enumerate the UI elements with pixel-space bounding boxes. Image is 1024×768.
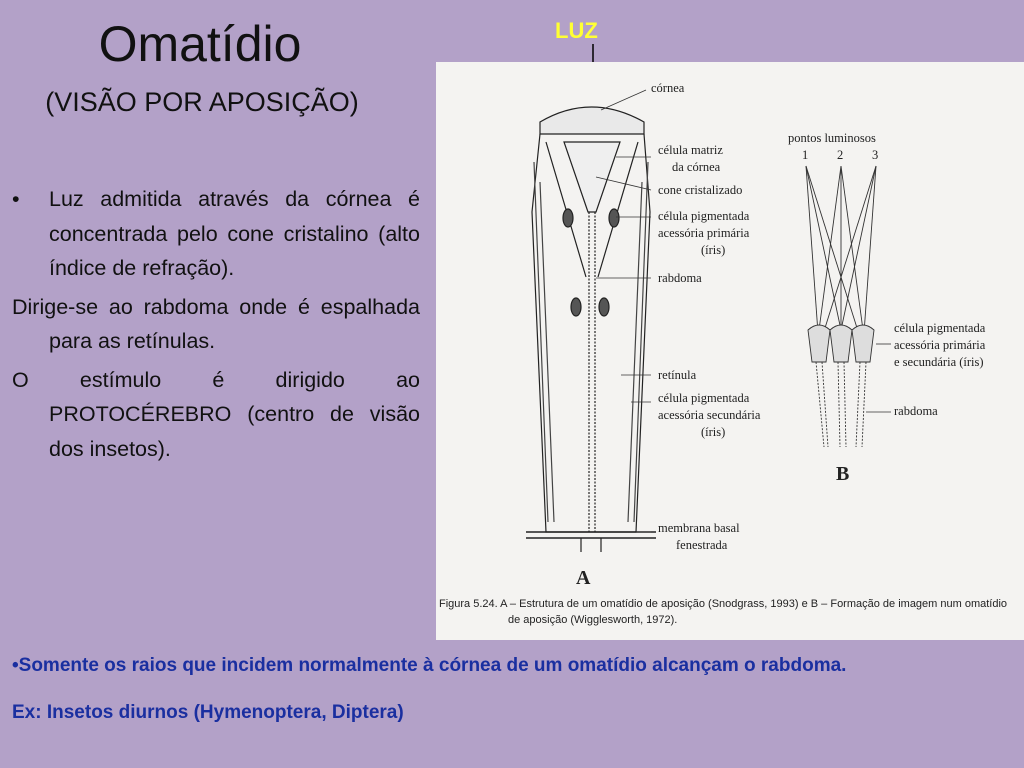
label-point-3: 3 xyxy=(872,148,879,162)
bullet-list xyxy=(12,182,420,470)
label-rhabdom: rabdoma xyxy=(658,271,702,285)
nucleus xyxy=(563,209,573,227)
ommatidium-lens xyxy=(808,325,830,362)
label-point-1: 1 xyxy=(802,148,809,162)
label-basal-membrane-2: fenestrada xyxy=(676,538,728,552)
basal-membrane xyxy=(526,532,656,538)
diagram-b xyxy=(806,166,876,447)
label-pigment-b-2: acessória primária xyxy=(894,338,986,352)
label-secondary-pigment-3: (íris) xyxy=(701,425,726,439)
label-primary-pigment-3: (íris) xyxy=(701,243,726,257)
cornea-lens xyxy=(540,107,644,134)
ommatidium-lens xyxy=(852,325,874,362)
example-note: Ex: Insetos diurnos (Hymenoptera, Diptera) xyxy=(12,702,404,723)
label-rhabdom-b: rabdoma xyxy=(894,404,938,418)
bottom-note: •Somente os raios que incidem normalmente à córnea de um omatídio alcançam o rabdoma. xyxy=(12,655,847,676)
light-label: LUZ xyxy=(555,18,598,43)
label-primary-pigment-2: acessória primária xyxy=(658,226,750,240)
labels-b xyxy=(788,131,986,485)
letter-a: A xyxy=(576,567,591,589)
label-crystal-cone: cone cristalizado xyxy=(658,183,743,197)
bullet-item xyxy=(12,182,420,286)
label-cornea: córnea xyxy=(651,81,685,95)
nucleus xyxy=(609,209,619,227)
bullet-item: O estímulo é dirigido ao PROTOCÉREBRO (centro de visão dos insetos). xyxy=(12,367,420,461)
ommatidium-diagram xyxy=(436,62,1024,640)
slide-title: Omatídio xyxy=(98,16,302,72)
nucleus xyxy=(571,298,581,316)
diagram-a xyxy=(526,107,656,552)
bullet-item: Dirige-se ao rabdoma onde é espalhada para as retínulas. xyxy=(12,294,420,353)
label-pigment-b-3: e secundária (íris) xyxy=(894,355,984,369)
label-retinula: retínula xyxy=(658,368,697,382)
rhabdom xyxy=(589,212,595,532)
letter-b: B xyxy=(836,463,850,485)
crystalline-cone xyxy=(564,142,620,212)
label-point-2: 2 xyxy=(837,148,844,162)
label-secondary-pigment: célula pigmentada xyxy=(658,391,750,405)
nucleus xyxy=(599,298,609,316)
bullet-marker: • xyxy=(12,187,20,211)
ommatidium-lens xyxy=(830,325,852,362)
label-primary-pigment: célula pigmentada xyxy=(658,209,750,223)
label-light-points: pontos luminosos xyxy=(788,131,876,145)
figure-caption: Figura 5.24. A – Estrutura de um omatídio de aposição (Snodgrass, 1993) e B – Formação de imagem num omatídio xyxy=(439,598,1008,610)
label-secondary-pigment-2: acessória secundária xyxy=(658,408,761,422)
figure-caption-2: de aposição (Wigglesworth, 1972). xyxy=(508,614,678,626)
label-pigment-b: célula pigmentada xyxy=(894,321,986,335)
ommatidium-figure xyxy=(436,62,1024,640)
label-matrix-cell: célula matriz xyxy=(658,143,723,157)
label-basal-membrane: membrana basal xyxy=(658,521,740,535)
slide-subtitle: (VISÃO POR APOSIÇÃO) xyxy=(45,87,359,117)
label-matrix-cell-2: da córnea xyxy=(672,160,721,174)
bullet-text: Luz admitida através da córnea é concentrada pelo cone cristalino (alto índice de refração). xyxy=(49,187,420,280)
pigment-layer xyxy=(534,162,648,522)
